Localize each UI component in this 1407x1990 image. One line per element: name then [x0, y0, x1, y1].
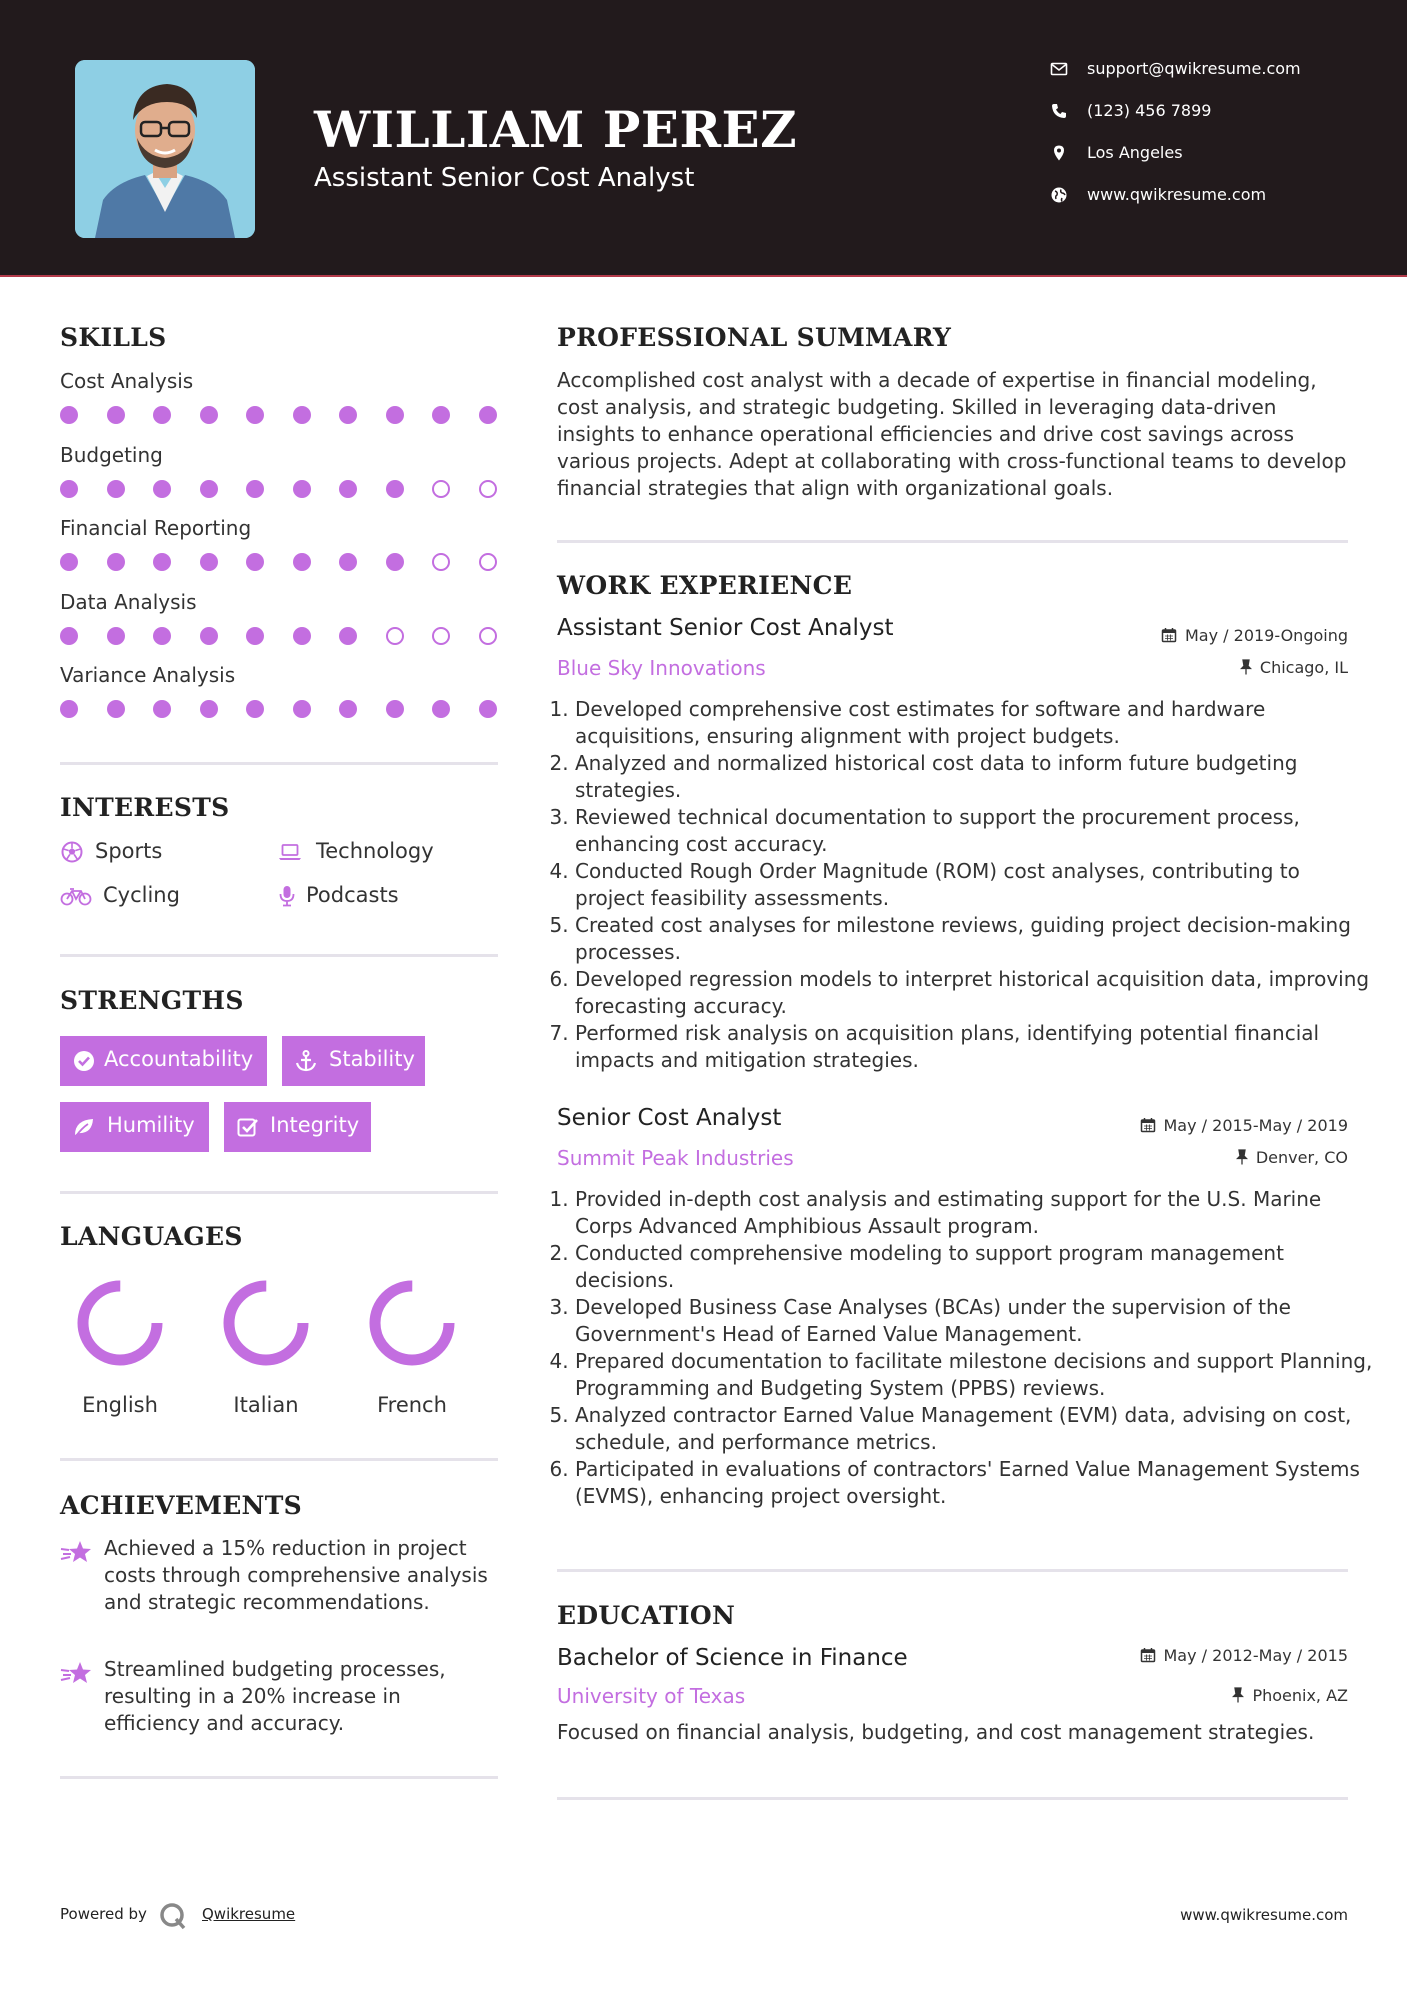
- skill-name: Budgeting: [60, 442, 163, 467]
- skill-rating: [60, 553, 500, 573]
- summary-text: Accomplished cost analyst with a decade of expertise in financial modeling, cost analysis, and strategic budgeting. Skilled in leveraging data-driven insights to enhance operational efficiencies and drive cost savings across various projects. Adept at collaborating with cross-functional teams to develop financial strategies that align with organizational goals.: [557, 368, 1347, 500]
- rating-dot-filled: [246, 700, 264, 718]
- language-proficiency-ring: [221, 1278, 311, 1368]
- phone-icon: [1050, 102, 1068, 120]
- rating-dot-filled: [293, 553, 311, 571]
- rating-dot-filled: [200, 627, 218, 645]
- strength-badge-stability: Stability: [282, 1036, 425, 1086]
- responsibility-item: 2. Conducted comprehensive modeling to support program management decisions.: [575, 1240, 1375, 1294]
- divider: [557, 1569, 1348, 1572]
- interest-label: Cycling: [103, 883, 180, 907]
- rating-dot-filled: [339, 553, 357, 571]
- rating-dot-filled: [293, 700, 311, 718]
- responsibility-item: 7. Performed risk analysis on acquisition plans, identifying potential financial impacts and mitigation strategies.: [575, 1020, 1375, 1074]
- rating-dot-filled: [60, 406, 78, 424]
- rating-dot-filled: [479, 700, 497, 718]
- skill-rating: [60, 700, 500, 720]
- strengths-heading: STRENGTHS: [60, 986, 244, 1015]
- contact-website[interactable]: www.qwikresume.com: [1050, 182, 1370, 212]
- footer-website[interactable]: www.qwikresume.com: [1180, 1906, 1348, 1924]
- responsibility-item: 6. Developed regression models to interpret historical acquisition data, improving forecasting accuracy.: [575, 966, 1375, 1020]
- rating-dot-filled: [107, 406, 125, 424]
- degree-title: Bachelor of Science in Finance: [557, 1645, 908, 1671]
- language-proficiency-ring: [367, 1278, 457, 1368]
- education-heading: EDUCATION: [557, 1601, 736, 1630]
- rating-dot-filled: [60, 480, 78, 498]
- pushpin-icon: [1236, 1149, 1248, 1165]
- language-item: [352, 1278, 472, 1438]
- rating-dot-filled: [200, 480, 218, 498]
- language-item: [60, 1278, 180, 1438]
- job-location: Chicago, IL: [1240, 658, 1348, 677]
- skill-rating: [60, 406, 500, 426]
- strength-badge-integrity: Integrity: [224, 1102, 371, 1152]
- location-pin-icon: [1050, 144, 1068, 162]
- divider: [60, 762, 498, 765]
- divider: [60, 1776, 498, 1779]
- rating-dot-filled: [246, 627, 264, 645]
- skill-name: Data Analysis: [60, 589, 197, 614]
- rating-dot-filled: [339, 627, 357, 645]
- summary-heading: PROFESSIONAL SUMMARY: [557, 323, 952, 352]
- pushpin-icon: [1240, 659, 1252, 675]
- candidate-title: Assistant Senior Cost Analyst: [314, 163, 695, 193]
- contact-location: Los Angeles: [1050, 140, 1370, 170]
- rating-dot-filled: [153, 700, 171, 718]
- rating-dot-filled: [107, 480, 125, 498]
- envelope-icon: [1050, 60, 1068, 78]
- language-name: French: [377, 1393, 447, 1417]
- rating-dot-empty: [386, 627, 404, 645]
- leaf-icon: [72, 1115, 96, 1139]
- rating-dot-filled: [339, 406, 357, 424]
- rating-dot-filled: [107, 700, 125, 718]
- rating-dot-filled: [293, 480, 311, 498]
- bicycle-icon: [60, 885, 92, 907]
- skill-name: Variance Analysis: [60, 663, 236, 687]
- responsibility-item: 5. Analyzed contractor Earned Value Management (EVM) data, advising on cost, schedule, and performance metrics.: [575, 1402, 1375, 1456]
- responsibility-item: 3. Reviewed technical documentation to support the procurement process, enhancing cost accuracy.: [575, 804, 1375, 858]
- rating-dot-filled: [293, 627, 311, 645]
- achievements-heading: ACHIEVEMENTS: [60, 1491, 302, 1520]
- rating-dot-filled: [60, 627, 78, 645]
- rating-dot-filled: [107, 627, 125, 645]
- responsibility-item: 6. Participated in evaluations of contractors' Earned Value Management Systems (EVMS), enhancing project oversight.: [575, 1456, 1375, 1510]
- rating-dot-empty: [432, 480, 450, 498]
- qwikresume-link[interactable]: Qwikresume: [202, 1905, 296, 1923]
- contact-email[interactable]: support@qwikresume.com: [1050, 56, 1370, 86]
- responsibility-item: 4. Prepared documentation to facilitate milestone decisions and support Planning, Programming and Budgeting System (PPBS) reviews.: [575, 1348, 1375, 1402]
- job-title: Senior Cost Analyst: [557, 1105, 782, 1131]
- calendar-icon: [1161, 627, 1177, 643]
- school-name: University of Texas: [557, 1684, 746, 1708]
- rating-dot-filled: [386, 553, 404, 571]
- shooting-star-icon: [60, 1539, 92, 1565]
- rating-dot-filled: [386, 406, 404, 424]
- anchor-icon: [294, 1049, 318, 1073]
- divider: [557, 540, 1348, 543]
- divider: [60, 1458, 498, 1461]
- rating-dot-filled: [293, 406, 311, 424]
- skills-heading: SKILLS: [60, 323, 167, 352]
- skill-name: Financial Reporting: [60, 516, 252, 540]
- job-responsibilities: [557, 696, 1375, 1074]
- rating-dot-filled: [386, 700, 404, 718]
- languages-heading: LANGUAGES: [60, 1222, 243, 1251]
- rating-dot-filled: [107, 553, 125, 571]
- education-dates: May / 2012-May / 2015: [1140, 1646, 1349, 1665]
- rating-dot-filled: [153, 406, 171, 424]
- interest-label: Podcasts: [306, 883, 399, 907]
- divider: [60, 1191, 498, 1194]
- check-square-icon: [236, 1115, 260, 1139]
- globe-icon: [1050, 186, 1068, 204]
- achievement-item: Streamlined budgeting processes, resulting in a 20% increase in efficiency and accuracy.: [60, 1656, 500, 1741]
- rating-dot-filled: [200, 700, 218, 718]
- interest-label: Technology: [316, 839, 434, 863]
- resume-header: [0, 0, 1407, 277]
- rating-dot-filled: [200, 406, 218, 424]
- job-location: Denver, CO: [1236, 1148, 1348, 1167]
- contact-phone[interactable]: (123) 456 7899: [1050, 98, 1370, 128]
- responsibility-item: 2. Analyzed and normalized historical cost data to inform future budgeting strategies.: [575, 750, 1375, 804]
- rating-dot-filled: [339, 480, 357, 498]
- rating-dot-filled: [153, 553, 171, 571]
- responsibility-item: 1. Provided in-depth cost analysis and estimating support for the U.S. Marine Corps Advanced Amphibious Assault program.: [575, 1186, 1375, 1240]
- rating-dot-filled: [246, 553, 264, 571]
- education-description: Focused on financial analysis, budgeting, and cost management strategies.: [557, 1720, 1315, 1744]
- check-circle-icon: [72, 1049, 96, 1073]
- language-item: [206, 1278, 326, 1438]
- skill-name: Cost Analysis: [60, 369, 194, 393]
- divider: [60, 954, 498, 957]
- rating-dot-filled: [432, 700, 450, 718]
- job-title: Assistant Senior Cost Analyst: [557, 615, 894, 641]
- interests-heading: INTERESTS: [60, 793, 230, 822]
- education-location: Phoenix, AZ: [1232, 1686, 1348, 1705]
- qwikresume-logo-icon: [158, 1901, 188, 1931]
- language-name: English: [82, 1393, 158, 1417]
- calendar-icon: [1140, 1117, 1156, 1133]
- achievement-item: Achieved a 15% reduction in project costs through comprehensive analysis and strategic recommendations.: [60, 1535, 500, 1645]
- strength-badge-humility: Humility: [60, 1102, 209, 1152]
- rating-dot-filled: [339, 700, 357, 718]
- proficiency-arc: [83, 1286, 157, 1360]
- divider: [557, 1797, 1348, 1800]
- rating-dot-empty: [479, 627, 497, 645]
- rating-dot-filled: [153, 480, 171, 498]
- rating-dot-empty: [479, 480, 497, 498]
- rating-dot-filled: [153, 627, 171, 645]
- rating-dot-filled: [386, 480, 404, 498]
- rating-dot-filled: [432, 406, 450, 424]
- rating-dot-empty: [432, 627, 450, 645]
- proficiency-arc: [375, 1286, 449, 1360]
- rating-dot-filled: [200, 553, 218, 571]
- profile-photo: [75, 60, 255, 238]
- responsibility-item: 1. Developed comprehensive cost estimates for software and hardware acquisitions, ensuring alignment with project budgets.: [575, 696, 1375, 750]
- skill-rating: [60, 480, 500, 500]
- proficiency-arc: [229, 1286, 303, 1360]
- soccer-ball-icon: [60, 841, 84, 863]
- shooting-star-icon: [60, 1660, 92, 1686]
- laptop-icon: [278, 841, 302, 863]
- rating-dot-empty: [479, 553, 497, 571]
- rating-dot-filled: [479, 406, 497, 424]
- pushpin-icon: [1232, 1687, 1244, 1703]
- strength-badge-accountability: Accountability: [60, 1036, 267, 1086]
- calendar-icon: [1140, 1647, 1156, 1663]
- candidate-name: WILLIAM PEREZ: [314, 100, 798, 159]
- company-name: Summit Peak Industries: [557, 1146, 794, 1170]
- responsibility-item: 3. Developed Business Case Analyses (BCAs) under the supervision of the Government's Head of Earned Value Management.: [575, 1294, 1375, 1348]
- company-name: Blue Sky Innovations: [557, 656, 766, 680]
- rating-dot-filled: [60, 553, 78, 571]
- interest-label: Sports: [95, 839, 163, 863]
- responsibility-item: 5. Created cost analyses for milestone reviews, guiding project decision-making processes.: [575, 912, 1375, 966]
- responsibility-item: 4. Conducted Rough Order Magnitude (ROM) cost analyses, contributing to project feasibility assessments.: [575, 858, 1375, 912]
- rating-dot-filled: [246, 406, 264, 424]
- microphone-icon: [278, 885, 296, 907]
- skill-rating: [60, 627, 500, 647]
- rating-dot-filled: [60, 700, 78, 718]
- rating-dot-empty: [432, 553, 450, 571]
- experience-heading: WORK EXPERIENCE: [557, 571, 853, 600]
- rating-dot-filled: [246, 480, 264, 498]
- language-proficiency-ring: [75, 1278, 165, 1368]
- job-responsibilities: [557, 1186, 1375, 1510]
- job-dates: May / 2015-May / 2019: [1140, 1116, 1349, 1135]
- job-dates: May / 2019-Ongoing: [1161, 626, 1348, 645]
- language-name: Italian: [233, 1393, 299, 1417]
